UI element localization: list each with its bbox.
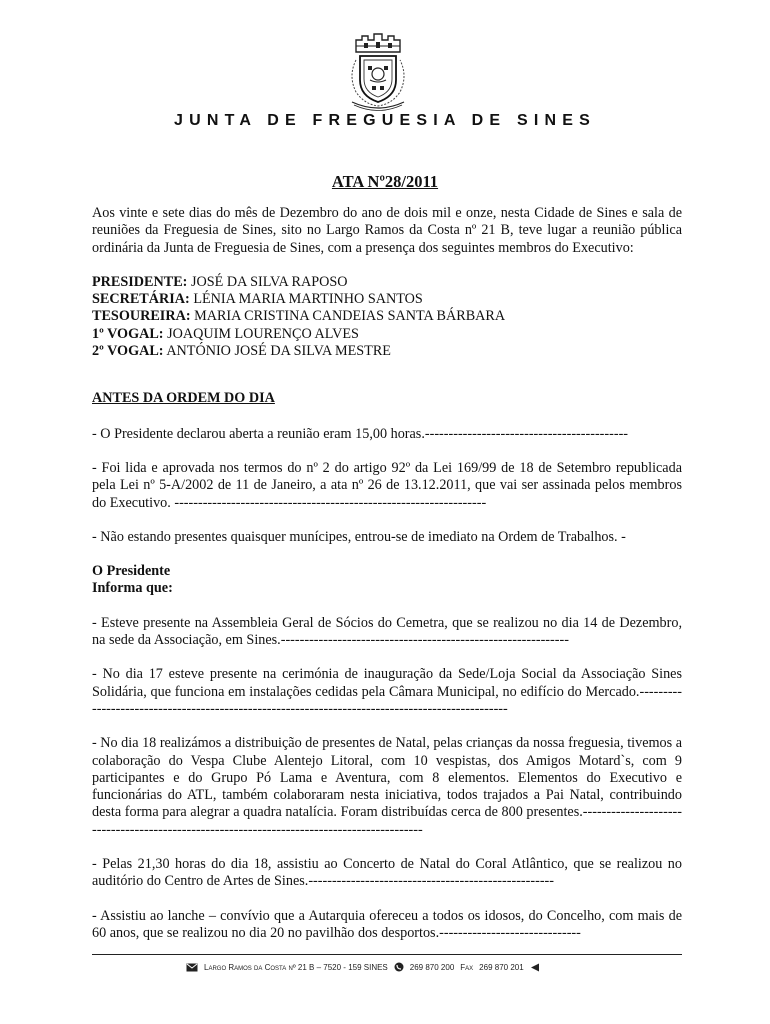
organization-name: JUNTA DE FREGUESIA DE SINES bbox=[174, 112, 596, 129]
member-row bbox=[92, 343, 682, 360]
members-list bbox=[92, 274, 682, 360]
member-name: JOSÉ DA SILVA RAPOSO bbox=[190, 273, 348, 290]
member-row bbox=[92, 308, 682, 325]
paragraph: - Não estando presentes quaisquer munícipes, entrou-se de imediato na Ordem de Trabalhos. - bbox=[92, 528, 626, 545]
member-row bbox=[92, 326, 682, 343]
member-name: LÉNIA MARIA MARTINHO SANTOS bbox=[193, 291, 423, 308]
paragraph: - No dia 18 realizámos a distribuição de presentes de Natal, pelas crianças da nossa freguesia, tivemos a colaboração do Vespa Clube Alentejo Litoral, com 10 vespistas, dos Amigos Motard`s, com 9 participantes e do Grupo Pó Lama e Aventura, com 8 elementos. Elementos do Executivo e funcionárias do ATL, também colaboraram nesta iniciativa, todos trajados a Pai Natal, contribuindo desta forma para alegrar a quadra natalícia. Foram distribuídas cerca de 800 presentes.------------------------------------------------------------------------------------------- bbox=[92, 735, 682, 838]
municipal-coat-of-arms-icon bbox=[338, 30, 418, 112]
footer-phone: 269 870 200 bbox=[409, 962, 455, 972]
footer-fax: 269 870 201 bbox=[479, 962, 524, 972]
member-name: ANTÓNIO JOSÉ DA SILVA MESTRE bbox=[166, 343, 391, 360]
member-role: PRESIDENTE: bbox=[92, 273, 188, 290]
member-role: SECRETÁRIA: bbox=[92, 291, 190, 308]
document-body bbox=[92, 205, 682, 959]
fax-icon bbox=[530, 963, 540, 972]
footer bbox=[186, 960, 586, 974]
paragraph: - Esteve presente na Assembleia Geral de Sócios do Cemetra, que se realizou no dia 14 de Dezembro, na sede da Associação, em Sines.------------------------------------------------------------- bbox=[92, 614, 682, 649]
member-row bbox=[92, 274, 682, 291]
member-name: JOAQUIM LOURENÇO ALVES bbox=[167, 325, 359, 342]
presidente-heading bbox=[92, 563, 682, 598]
mail-icon bbox=[186, 963, 198, 972]
member-row bbox=[92, 291, 682, 308]
paragraph: - Pelas 21,30 horas do dia 18, assistiu ao Concerto de Natal do Coral Atlântico, que se realizou no auditório do Centro de Artes de Sines.---------------------------------------------------- bbox=[92, 856, 682, 890]
paragraph: - Assistiu ao lanche – convívio que a Autarquia ofereceu a todos os idosos, do Concelho, com mais de 60 anos, que se realizou no dia 20 no pavilhão dos desportos.------------------------------ bbox=[92, 907, 682, 941]
footer-address: Largo Ramos da Costa nº 21 B – 7520 - 159 SINES bbox=[204, 962, 388, 972]
phone-icon bbox=[394, 962, 404, 972]
presidente-heading-line2: Informa que: bbox=[92, 580, 173, 597]
paragraph: - O Presidente declarou aberta a reunião eram 15,00 horas.------------------------------------------- bbox=[92, 425, 629, 442]
intro-paragraph: Aos vinte e sete dias do mês de Dezembro do ano de dois mil e onze, nesta Cidade de Sines e sala de reuniões da Freguesia de Sines, sito no Largo Ramos da Costa nº 21 B, teve lugar a reunião pública ordinária da Junta de Freguesia de Sines, com a presença dos seguintes membros do Executivo: bbox=[92, 205, 682, 256]
paragraph: - No dia 17 esteve presente na cerimónia de inauguração da Sede/Loja Social da Associação Sines Solidária, que funciona em instalações cedidas pela Câmara Municipal, no edifício do Mercado.------------------------------------------------------------------------------------------------- bbox=[92, 666, 682, 717]
member-name: MARIA CRISTINA CANDEIAS SANTA BÁRBARA bbox=[194, 308, 506, 325]
footer-divider bbox=[92, 954, 682, 955]
member-role: 2º VOGAL: bbox=[92, 343, 164, 360]
presidente-heading-line1: O Presidente bbox=[92, 563, 171, 580]
document-title: ATA Nº28/2011 bbox=[331, 172, 439, 191]
paragraph: - Foi lida e aprovada nos termos do nº 2 do artigo 92º da Lei 169/99 de 18 de Setembro republicada pela Lei nº 5-A/2002 de 11 de Janeiro, a ata nº 26 de 13.12.2011, que vai ser assinada pelos membros do Executivo. ------------------------------------------------------------------ bbox=[92, 459, 682, 511]
member-role: 1º VOGAL: bbox=[92, 325, 164, 342]
section-heading-antes-da-ordem: ANTES DA ORDEM DO DIA bbox=[92, 390, 275, 407]
footer-fax-label: Fax bbox=[460, 962, 474, 972]
member-role: TESOUREIRA: bbox=[92, 308, 191, 325]
